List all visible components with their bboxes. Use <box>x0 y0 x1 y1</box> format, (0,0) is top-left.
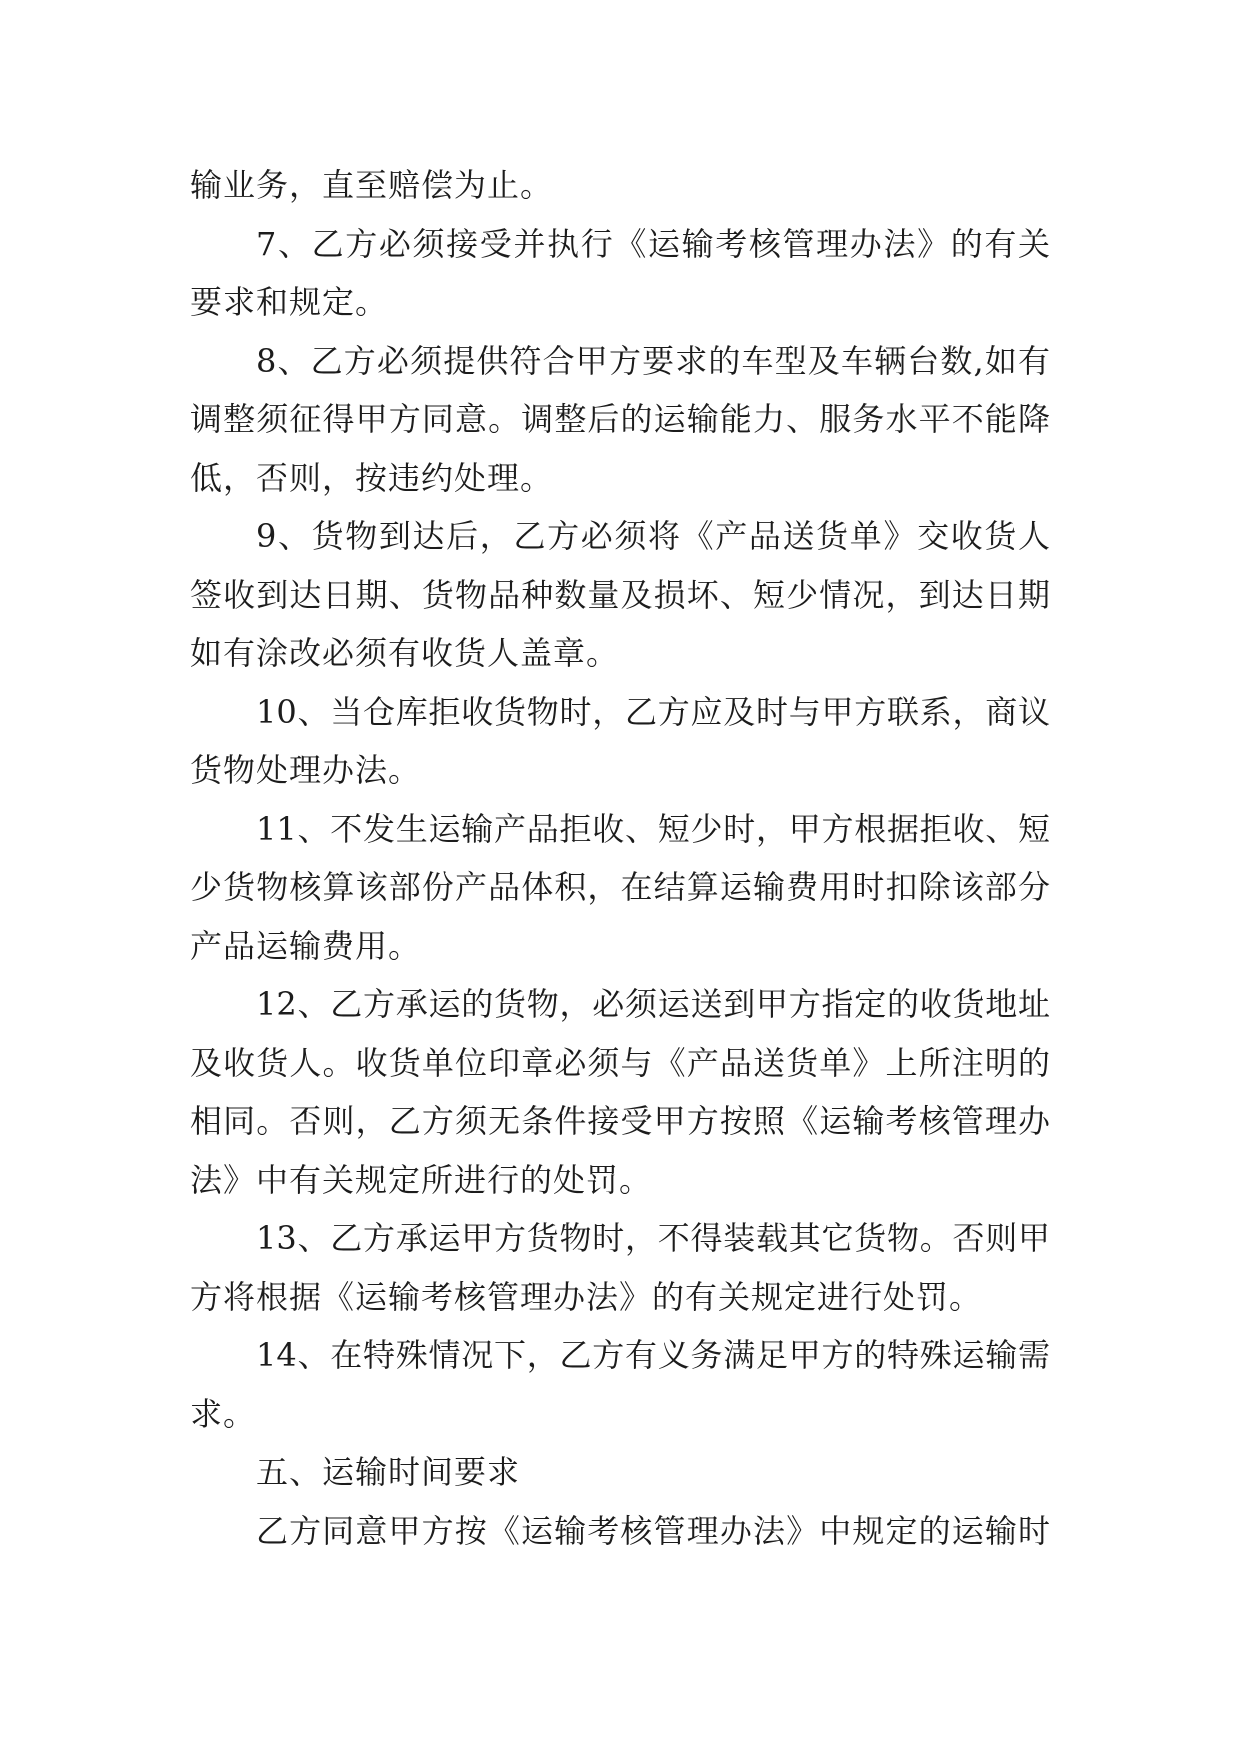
clause-13 <box>190 1209 1050 1326</box>
clause-7 <box>190 215 1050 332</box>
clause-14 <box>190 1326 1050 1443</box>
clause-12 <box>190 975 1050 1209</box>
paragraph-line: 求。 <box>190 1394 257 1433</box>
paragraph-line: 货物处理办法。 <box>190 751 422 789</box>
paragraph-line: 7、乙方必须接受并执行《运输考核管理办法》的有关 <box>256 224 1050 263</box>
clause-10 <box>190 683 1050 800</box>
paragraph-line: 11、不发生运输产品拒收、短少时，甲方根据拒收、短 <box>256 809 1050 848</box>
paragraph-line: 签收到达日期、货物品种数量及损坏、短少情况，到达日期 <box>190 575 1050 614</box>
paragraph-line: 及收货人。收货单位印章必须与《产品送货单》上所注明的 <box>190 1043 1050 1082</box>
clause-8 <box>190 332 1050 508</box>
clause-9 <box>190 507 1050 683</box>
paragraph-line: 低，否则，按违约处理。 <box>190 458 554 497</box>
paragraph-line: 13、乙方承运甲方货物时，不得装载其它货物。否则甲 <box>256 1219 1050 1257</box>
body-text <box>190 156 1050 1560</box>
clause-11 <box>190 800 1050 976</box>
section-5-paragraph <box>190 1502 1050 1561</box>
continued-clause <box>190 156 1050 215</box>
paragraph-line: 输业务，直至赔偿为止。 <box>190 166 554 204</box>
paragraph-line: 要求和规定。 <box>190 283 389 321</box>
paragraph-line: 方将根据《运输考核管理办法》的有关规定进行处罚。 <box>190 1277 983 1316</box>
paragraph-line: 14、在特殊情况下，乙方有义务满足甲方的特殊运输需 <box>256 1336 1050 1374</box>
paragraph-line: 如有涂改必须有收货人盖章。 <box>190 634 620 672</box>
paragraph-line: 少货物核算该部份产品体积，在结算运输费用时扣除该部分 <box>190 868 1050 906</box>
paragraph-line: 调整须征得甲方同意。调整后的运输能力、服务水平不能降 <box>190 400 1050 438</box>
paragraph-line: 相同。否则，乙方须无条件接受甲方按照《运输考核管理办 <box>190 1102 1050 1140</box>
paragraph-line: 12、乙方承运的货物，必须运送到甲方指定的收货地址 <box>256 985 1050 1023</box>
section-5-heading <box>190 1443 1050 1502</box>
paragraph-line: 产品运输费用。 <box>190 926 422 965</box>
paragraph-line: 8、乙方必须提供符合甲方要求的车型及车辆台数,如有 <box>256 341 1050 380</box>
paragraph-line: 9、货物到达后，乙方必须将《产品送货单》交收货人 <box>256 517 1050 555</box>
paragraph-line: 法》中有关规定所进行的处罚。 <box>190 1160 653 1199</box>
paragraph-line: 10、当仓库拒收货物时，乙方应及时与甲方联系，商议 <box>256 692 1050 731</box>
paragraph-line: 乙方同意甲方按《运输考核管理办法》中规定的运输时 <box>256 1511 1050 1550</box>
section-heading-line: 五、运输时间要求 <box>256 1453 521 1491</box>
